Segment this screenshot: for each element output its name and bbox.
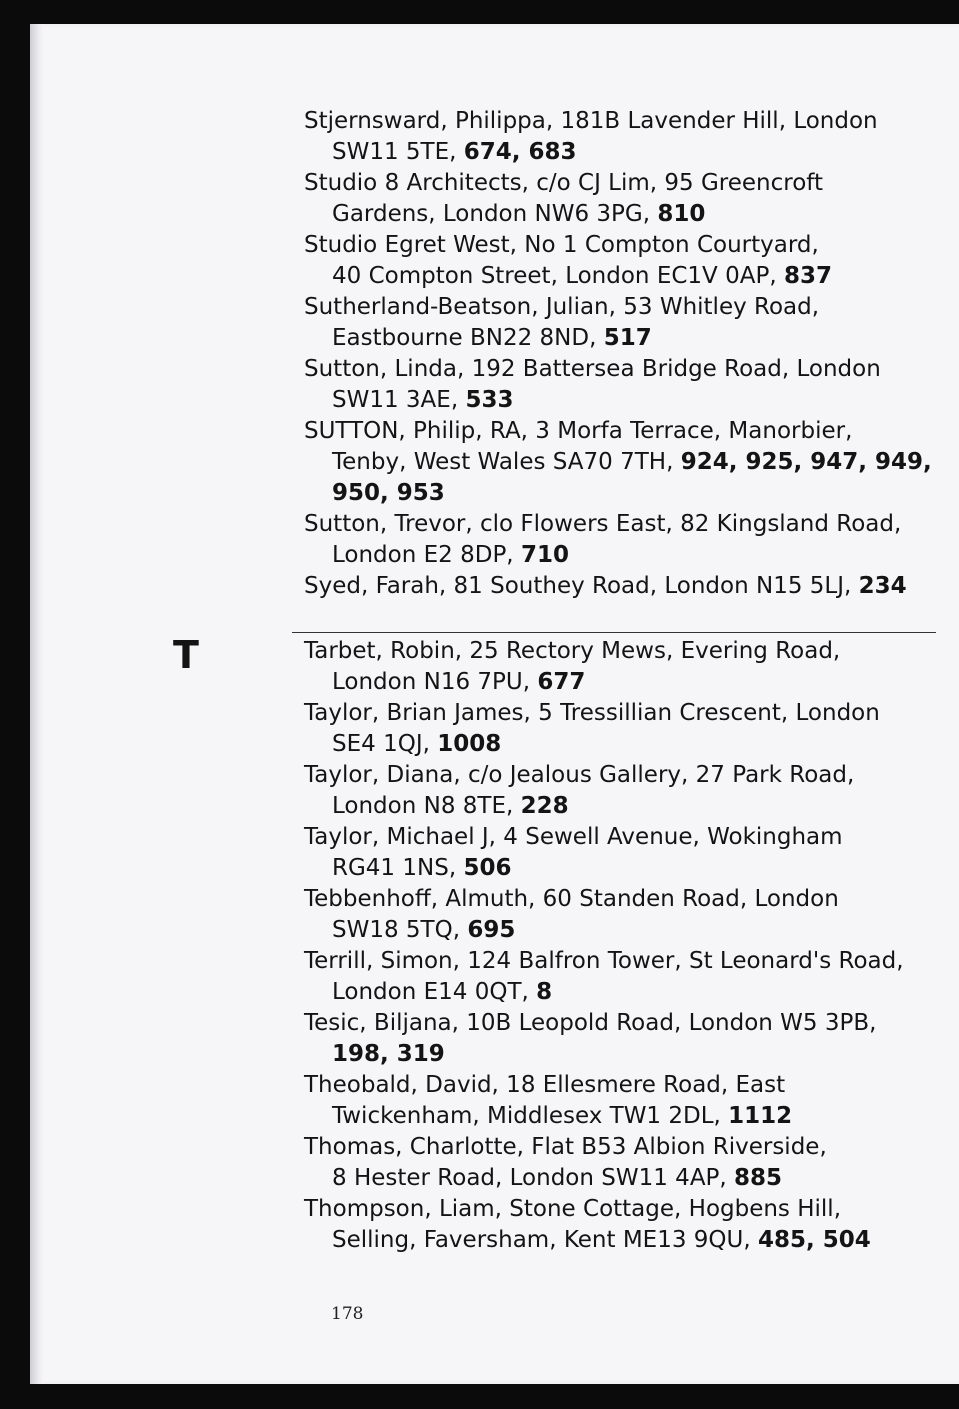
entry-continuation-line [304, 791, 924, 822]
entry-text: Sutton, Trevor, clo Flowers East, 82 Kingsland Road, [304, 511, 902, 537]
entry-name-line [304, 354, 924, 385]
entry-continuation-line [304, 261, 924, 292]
entry-text: London E2 8DP, [332, 542, 521, 568]
entry-page-refs: 950, 953 [332, 480, 445, 506]
index-entry [304, 884, 924, 946]
entry-text: Taylor, Brian James, 5 Tressillian Crescent, London [304, 700, 880, 726]
entry-continuation-line [304, 323, 924, 354]
index-entry [304, 354, 924, 416]
entry-continuation-line [304, 667, 924, 698]
entry-continuation-line [304, 915, 924, 946]
entry-page-refs: 810 [657, 201, 706, 227]
entry-continuation-line [304, 1101, 924, 1132]
entry-text: Theobald, David, 18 Ellesmere Road, East [304, 1072, 786, 1098]
entry-text: Twickenham, Middlesex TW1 2DL, [332, 1103, 729, 1129]
entry-page-refs: 695 [467, 917, 516, 943]
entry-text: 8 Hester Road, London SW11 4AP, [332, 1165, 735, 1191]
entry-page-refs: 228 [520, 793, 569, 819]
entry-name-line [304, 416, 924, 447]
entry-page-refs: 1112 [728, 1103, 793, 1129]
index-entry [304, 106, 924, 168]
entry-name-line [304, 509, 924, 540]
index-entry [304, 636, 924, 698]
index-entry [304, 230, 924, 292]
index-entries-s [304, 106, 932, 602]
index-entry [304, 1132, 924, 1194]
entry-name-line [304, 292, 924, 323]
index-entry [304, 1070, 924, 1132]
entry-page-refs: 677 [537, 669, 586, 695]
entry-text: SW11 3AE, [332, 387, 466, 413]
entry-name-line [304, 760, 924, 791]
entry-page-refs: 885 [734, 1165, 783, 1191]
entry-name-line [304, 106, 924, 137]
index-entry [304, 571, 924, 602]
entry-page-refs: 506 [463, 855, 512, 881]
entry-name-line [304, 1070, 924, 1101]
entry-page-refs: 924, 925, 947, 949, [680, 449, 932, 475]
entry-continuation-line [304, 447, 932, 478]
entry-name-line [304, 636, 924, 667]
entry-continuation-line [304, 729, 924, 760]
entry-text: Taylor, Diana, c/o Jealous Gallery, 27 Park Road, [304, 762, 855, 788]
entry-page-refs: 710 [520, 542, 569, 568]
entry-page-refs: 517 [603, 325, 652, 351]
entry-text: Studio Egret West, No 1 Compton Courtyard, [304, 232, 819, 258]
entry-page-refs: 837 [783, 263, 832, 289]
entry-continuation-line [304, 853, 924, 884]
entry-continuation-line [304, 1039, 924, 1070]
entry-text: London N8 8TE, [332, 793, 521, 819]
index-entry [304, 292, 924, 354]
entry-text: London E14 0QT, [332, 979, 537, 1005]
entry-continuation-line [304, 977, 924, 1008]
entry-continuation-line [304, 385, 924, 416]
entry-page-refs: 198, 319 [332, 1041, 445, 1067]
entry-name-line [304, 230, 924, 261]
index-entry [304, 946, 924, 1008]
entry-text: Taylor, Michael J, 4 Sewell Avenue, Wokingham [304, 824, 843, 850]
entry-text: Tarbet, Robin, 25 Rectory Mews, Evering Road, [304, 638, 841, 664]
entry-text: Selling, Faversham, Kent ME13 9QU, [332, 1227, 758, 1253]
entry-page-refs: 8 [536, 979, 553, 1005]
entry-text: SW11 5TE, [332, 139, 464, 165]
entry-text: Syed, Farah, 81 Southey Road, London N15 5LJ, [304, 573, 859, 599]
index-entry [304, 698, 924, 760]
entry-continuation-line [304, 1225, 924, 1256]
section-divider [292, 632, 936, 633]
entry-name-line [304, 571, 924, 602]
entry-text: Thomas, Charlotte, Flat B53 Albion Riverside, [304, 1134, 827, 1160]
entry-page-refs: 674, 683 [463, 139, 577, 165]
entry-text: Thompson, Liam, Stone Cottage, Hogbens Hill, [304, 1196, 842, 1222]
entry-name-line [304, 822, 924, 853]
index-entry [304, 1194, 924, 1256]
entry-text: RG41 1NS, [332, 855, 464, 881]
entry-text: SUTTON, Philip, RA, 3 Morfa Terrace, Manorbier, [304, 418, 853, 444]
entry-page-refs: 485, 504 [757, 1227, 871, 1253]
entry-name-line [304, 1132, 924, 1163]
index-entry [304, 760, 924, 822]
entry-continuation-line [304, 137, 924, 168]
entry-name-line [304, 1008, 924, 1039]
entry-text: London N16 7PU, [332, 669, 538, 695]
entry-text: Eastbourne BN22 8ND, [332, 325, 604, 351]
entry-text: Sutton, Linda, 192 Battersea Bridge Road, London [304, 356, 881, 382]
entry-page-refs: 234 [858, 573, 907, 599]
entry-name-line [304, 168, 924, 199]
index-entry [304, 509, 924, 571]
entry-continuation-line [304, 1163, 924, 1194]
entry-text: Studio 8 Architects, c/o CJ Lim, 95 Greencroft [304, 170, 824, 196]
index-entry [304, 1008, 924, 1070]
entry-text: Gardens, London NW6 3PG, [332, 201, 658, 227]
entry-text: SE4 1QJ, [332, 731, 438, 757]
entry-page-refs: 533 [465, 387, 514, 413]
entry-continuation-line [304, 199, 924, 230]
page-number: 178 [331, 1304, 364, 1324]
entry-text: 40 Compton Street, London EC1V 0AP, [332, 263, 784, 289]
index-entries-t [304, 636, 924, 1256]
index-entry [304, 416, 932, 509]
entry-name-line [304, 946, 924, 977]
index-entry [304, 822, 924, 884]
entry-text: Tebbenhoff, Almuth, 60 Standen Road, London [304, 886, 839, 912]
entry-text: Tesic, Biljana, 10B Leopold Road, London W5 3PB, [304, 1010, 877, 1036]
entry-text: Stjernsward, Philippa, 181B Lavender Hill, London [304, 108, 878, 134]
entry-name-line [304, 884, 924, 915]
page-gutter-shadow [30, 24, 44, 1384]
entry-text: Tenby, West Wales SA70 7TH, [332, 449, 681, 475]
entry-text: SW18 5TQ, [332, 917, 468, 943]
entry-page-refs: 1008 [437, 731, 502, 757]
index-entry [304, 168, 924, 230]
entry-name-line [304, 698, 924, 729]
entry-name-line [304, 1194, 924, 1225]
entry-continuation-line [304, 540, 924, 571]
section-letter: T [173, 633, 199, 677]
entry-text: Sutherland-Beatson, Julian, 53 Whitley Road, [304, 294, 820, 320]
entry-text: Terrill, Simon, 124 Balfron Tower, St Leonard's Road, [304, 948, 904, 974]
